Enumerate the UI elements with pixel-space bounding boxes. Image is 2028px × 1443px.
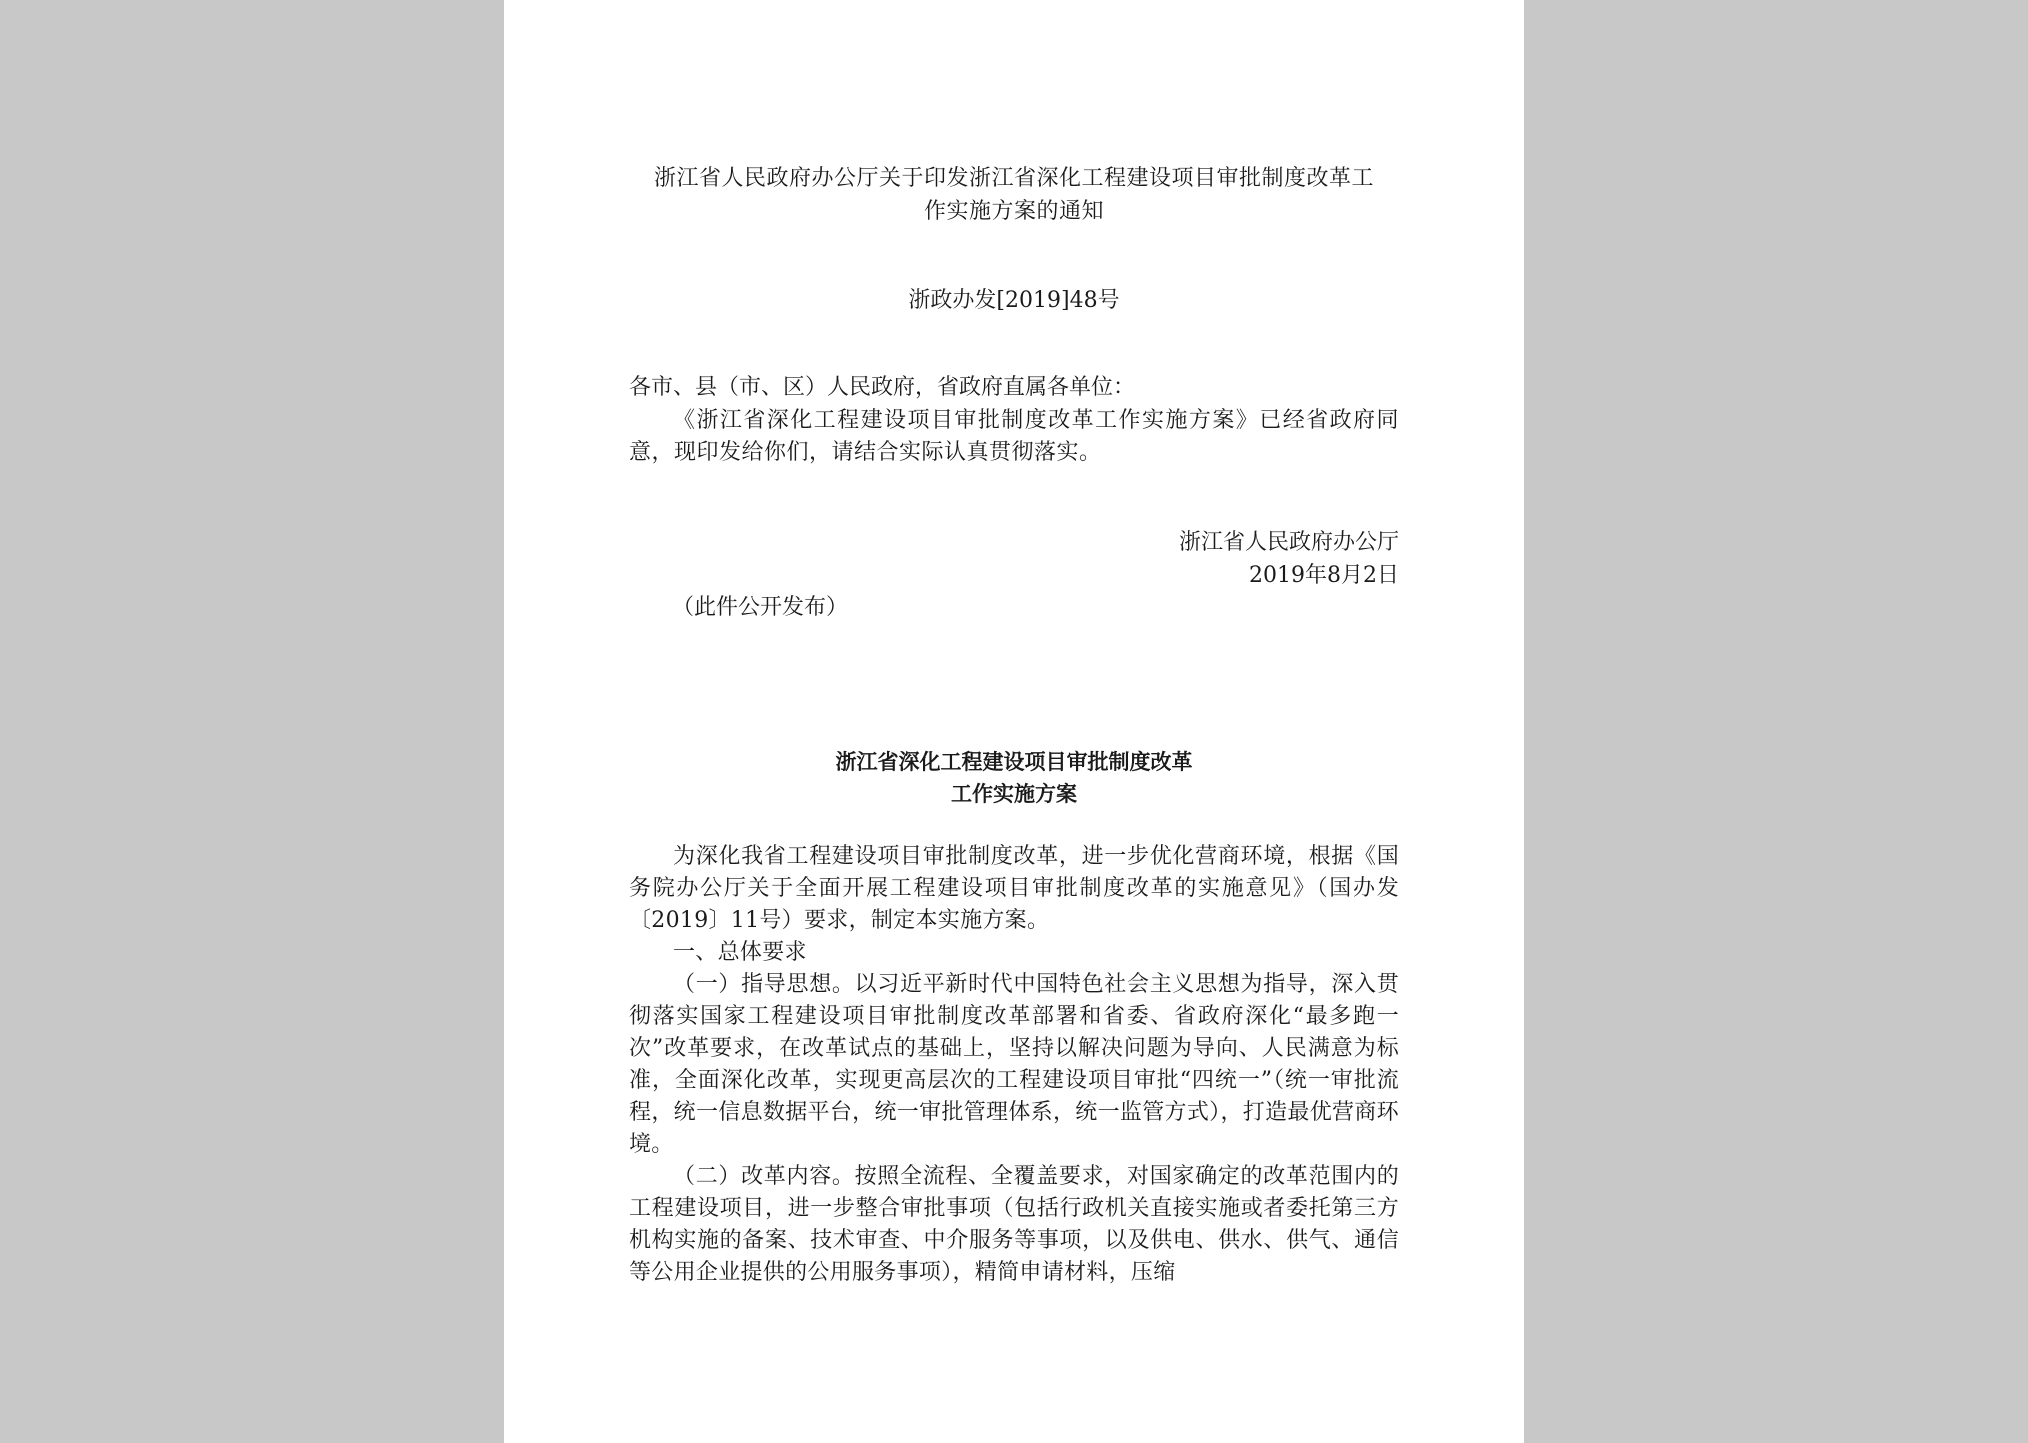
document-number: 浙政办发[2019]48号 [908, 288, 1120, 313]
public-release-note: （此件公开发布） [672, 595, 849, 620]
issue-date: 2019年8月2日 [1249, 563, 1399, 588]
body-paragraph-guiding-ideology: （一）指导思想。以习近平新时代中国特色社会主义思想为指导，深入贯彻落实国家工程建设项目审批制度改革部署和省委、省政府深化“最多跑一次”改革要求，在改革试点的基础上，坚持以解决问题为导向、人民满意为标准，全面深化改革，实现更高层次的工程建设项目审批“四统一”（统一审批流程，统一信息数据平台，统一审批管理体系，统一监管方式），打造最优营商环境。 [629, 972, 1399, 1157]
notice-intro: 《浙江省深化工程建设项目审批制度改革工作实施方案》已经省政府同意，现印发给你们，请结合实际认真贯彻落实。 [629, 408, 1399, 465]
issuer: 浙江省人民政府办公厅 [1178, 530, 1399, 555]
section-heading-general-requirements: 一、总体要求 [673, 940, 807, 965]
body-paragraph-preamble: 为深化我省工程建设项目审批制度改革，进一步优化营商环境，根据《国务院办公厅关于全面开展工程建设项目审批制度改革的实施意见》（国办发〔2019〕11号）要求，制定本实施方案。 [629, 844, 1399, 933]
notice-title [629, 162, 1399, 228]
plan-body [629, 841, 1399, 1289]
plan-title [629, 746, 1399, 810]
recipients: 各市、县（市、区）人民政府，省政府直属各单位： [629, 375, 1136, 400]
notice-title-line-1: 浙江省人民政府办公厅关于印发浙江省深化工程建设项目审批制度改革工 [653, 166, 1374, 191]
notice-title-line-2: 作实施方案的通知 [923, 199, 1104, 224]
document-page [504, 0, 1524, 1443]
plan-title-line-2: 工作实施方案 [951, 782, 1077, 806]
body-paragraph-reform-content: （二）改革内容。按照全流程、全覆盖要求，对国家确定的改革范围内的工程建设项目，进一步整合审批事项（包括行政机关直接实施或者委托第三方机构实施的备案、技术审查、中介服务等事项，以及供电、供水、供气、通信等公用企业提供的公用服务事项），精简申请材料，压缩 [629, 1164, 1399, 1285]
plan-title-line-1: 浙江省深化工程建设项目审批制度改革 [835, 750, 1193, 774]
